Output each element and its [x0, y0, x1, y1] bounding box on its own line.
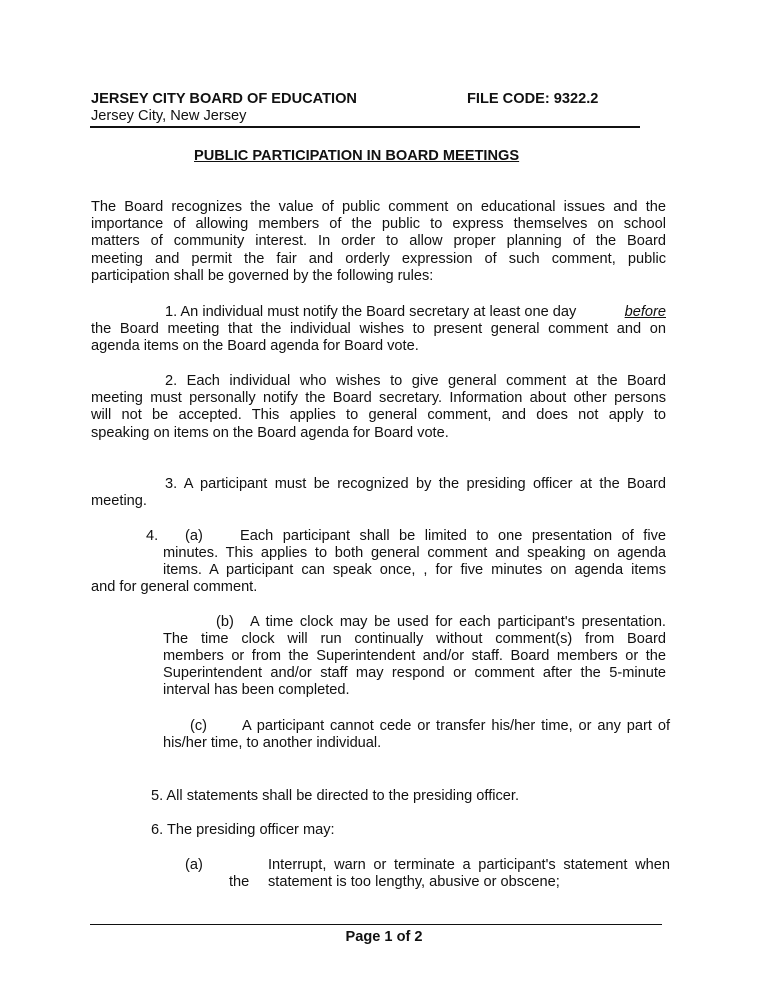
rule-1-line: agenda items on the Board agenda for Board vote.	[91, 338, 419, 354]
rule-4c-line: A participant cannot cede or transfer his/her time, or any part of	[242, 718, 670, 734]
rule-4b-line: A time clock may be used for each participant's presentation.	[250, 614, 666, 630]
rule-2-line: will not be accepted. This applies to general comment, and does not apply to	[91, 407, 666, 423]
rule-4b-line: members or from the Superintendent and/or staff. Board members or the	[163, 648, 666, 664]
rule-6a-line: Interrupt, warn or terminate a participant's statement when	[268, 857, 670, 873]
rule-4c-label: (c)	[190, 718, 208, 734]
organization-name: JERSEY CITY BOARD OF EDUCATION	[91, 91, 357, 107]
organization-location: Jersey City, New Jersey	[91, 108, 247, 124]
rule-5-line: 5. All statements shall be directed to the presiding officer.	[151, 788, 520, 804]
rule-2-line: speaking on items on the Board agenda for Board vote.	[91, 425, 449, 441]
intro-line: meeting and permit the fair and orderly expression of such comment, public	[91, 251, 666, 267]
rule-1-line	[165, 304, 666, 321]
rule-1-line: the Board meeting that the individual wishes to present general comment and on	[91, 321, 666, 337]
intro-line: participation shall be governed by the following rules:	[91, 268, 434, 284]
rule-1-text: 1. An individual must notify the Board secretary at least one day	[165, 304, 577, 320]
rule-4-number: 4.	[146, 528, 159, 544]
rule-6a-the: the	[229, 874, 250, 890]
page-number: Page 1 of 2	[345, 929, 423, 945]
intro-line: The Board recognizes the value of public comment on educational issues and the	[91, 199, 666, 215]
rule-4a-line: Each participant shall be limited to one presentation of five	[240, 528, 666, 544]
rule-1-emphasis: before	[624, 304, 666, 320]
rule-4b-line: interval has been completed.	[163, 682, 350, 698]
rule-4b-line: Superintendent and/or staff may respond or comment after the 5-minute	[163, 665, 666, 681]
rule-2-line: 2. Each individual who wishes to give general comment at the Board	[165, 373, 666, 389]
file-code: FILE CODE: 9322.2	[467, 91, 599, 107]
rule-3-line: meeting.	[91, 493, 147, 509]
page-title: PUBLIC PARTICIPATION IN BOARD MEETINGS	[194, 148, 520, 164]
rule-4b-label: (b)	[216, 614, 234, 630]
rule-4a-line: minutes. This applies to both general comment and speaking on agenda	[163, 545, 666, 561]
rule-6a-line: statement is too lengthy, abusive or obscene;	[268, 874, 560, 890]
rule-2-line: meeting must personally notify the Board secretary. Information about other persons	[91, 390, 666, 406]
intro-line: importance of allowing members of the public to express themselves on school	[91, 216, 666, 232]
header-rule	[90, 126, 640, 128]
rule-6-intro: 6. The presiding officer may:	[151, 822, 335, 838]
rule-6a-label: (a)	[185, 857, 203, 873]
rule-4a-label: (a)	[185, 528, 203, 544]
rule-4a-line: items. A participant can speak once, , for five minutes on agenda items	[163, 562, 666, 578]
footer-rule	[90, 924, 662, 925]
rule-4c-line: his/her time, to another individual.	[163, 735, 382, 751]
intro-line: matters of community interest. In order to allow proper planning of the Board	[91, 233, 666, 249]
rule-3-line: 3. A participant must be recognized by the presiding officer at the Board	[165, 476, 666, 492]
rule-4b-line: The time clock will run continually without comment(s) from Board	[163, 631, 666, 647]
rule-4a-line: and for general comment.	[91, 579, 258, 595]
